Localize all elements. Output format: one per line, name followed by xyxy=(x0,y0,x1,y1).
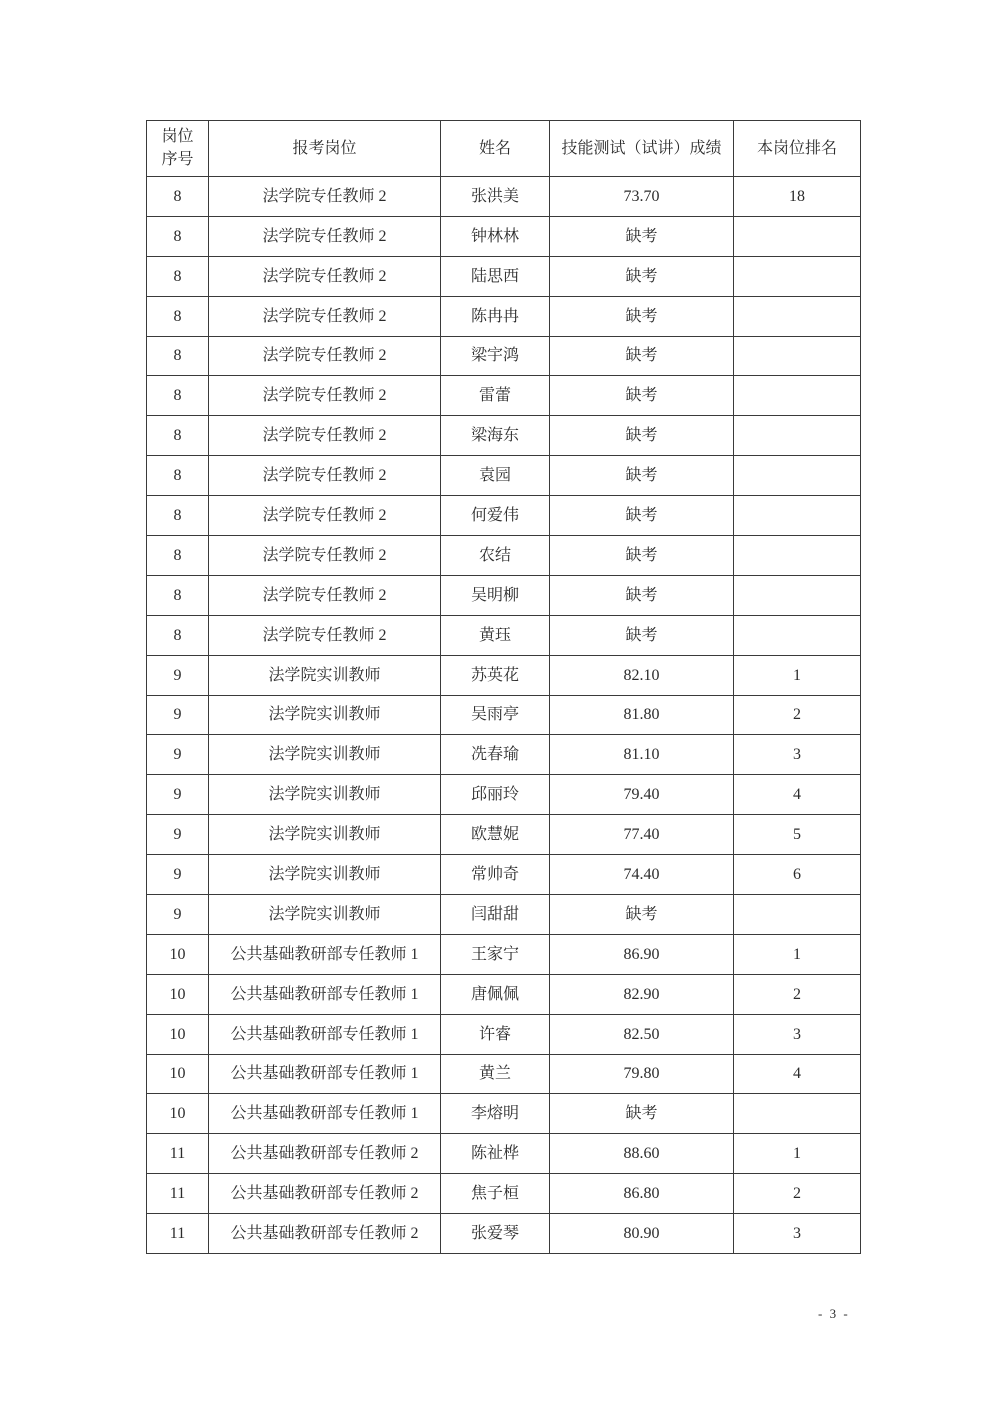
table-cell-rank xyxy=(734,1094,861,1134)
table-cell-position: 公共基础教研部专任教师 2 xyxy=(209,1174,441,1214)
table-cell-name: 闫甜甜 xyxy=(441,895,550,935)
table-cell-name: 雷蕾 xyxy=(441,376,550,416)
table-cell-name: 王家宁 xyxy=(441,934,550,974)
table-cell-name: 黄兰 xyxy=(441,1054,550,1094)
table-cell-position: 公共基础教研部专任教师 1 xyxy=(209,1054,441,1094)
table-cell-position: 法学院专任教师 2 xyxy=(209,336,441,376)
table-cell-post-no: 8 xyxy=(147,536,209,576)
table-cell-rank: 2 xyxy=(734,1174,861,1214)
table-cell-post-no: 9 xyxy=(147,815,209,855)
table-row xyxy=(147,496,861,536)
table-cell-post-no: 10 xyxy=(147,1094,209,1134)
table-row xyxy=(147,336,861,376)
results-table-body xyxy=(147,177,861,1254)
table-cell-position: 法学院专任教师 2 xyxy=(209,496,441,536)
table-cell-score: 79.40 xyxy=(550,775,734,815)
table-cell-score: 81.80 xyxy=(550,695,734,735)
table-cell-position: 法学院专任教师 2 xyxy=(209,416,441,456)
table-cell-name: 邱丽玲 xyxy=(441,775,550,815)
table-cell-post-no: 8 xyxy=(147,575,209,615)
table-cell-rank xyxy=(734,336,861,376)
table-row xyxy=(147,1214,861,1254)
table-row xyxy=(147,296,861,336)
table-cell-post-no: 11 xyxy=(147,1134,209,1174)
table-cell-post-no: 11 xyxy=(147,1214,209,1254)
column-header-rank: 本岗位排名 xyxy=(734,121,861,177)
table-cell-post-no: 8 xyxy=(147,256,209,296)
table-cell-score: 74.40 xyxy=(550,855,734,895)
header-row xyxy=(147,121,861,177)
table-row xyxy=(147,456,861,496)
table-cell-score: 缺考 xyxy=(550,216,734,256)
results-table xyxy=(146,120,861,1254)
table-cell-post-no: 10 xyxy=(147,1014,209,1054)
table-cell-rank: 2 xyxy=(734,974,861,1014)
table-cell-position: 法学院专任教师 2 xyxy=(209,536,441,576)
table-row xyxy=(147,974,861,1014)
table-cell-name: 李熔明 xyxy=(441,1094,550,1134)
table-cell-name: 钟林林 xyxy=(441,216,550,256)
table-cell-name: 农结 xyxy=(441,536,550,576)
table-cell-position: 法学院专任教师 2 xyxy=(209,256,441,296)
table-cell-name: 陈冉冉 xyxy=(441,296,550,336)
table-cell-post-no: 8 xyxy=(147,216,209,256)
table-cell-post-no: 10 xyxy=(147,934,209,974)
table-cell-position: 公共基础教研部专任教师 2 xyxy=(209,1214,441,1254)
table-cell-name: 苏英花 xyxy=(441,655,550,695)
table-cell-score: 80.90 xyxy=(550,1214,734,1254)
table-cell-position: 公共基础教研部专任教师 1 xyxy=(209,1094,441,1134)
table-row xyxy=(147,216,861,256)
table-row xyxy=(147,536,861,576)
table-cell-score: 79.80 xyxy=(550,1054,734,1094)
table-cell-score: 82.10 xyxy=(550,655,734,695)
table-cell-name: 欧慧妮 xyxy=(441,815,550,855)
table-cell-name: 焦子桓 xyxy=(441,1174,550,1214)
table-cell-position: 法学院实训教师 xyxy=(209,895,441,935)
table-cell-rank xyxy=(734,416,861,456)
table-cell-rank: 3 xyxy=(734,735,861,775)
table-cell-rank: 2 xyxy=(734,695,861,735)
table-cell-rank: 6 xyxy=(734,855,861,895)
table-cell-post-no: 9 xyxy=(147,775,209,815)
table-cell-name: 梁海东 xyxy=(441,416,550,456)
table-cell-score: 86.80 xyxy=(550,1174,734,1214)
table-cell-name: 吴明柳 xyxy=(441,575,550,615)
table-cell-name: 袁园 xyxy=(441,456,550,496)
table-cell-rank: 4 xyxy=(734,1054,861,1094)
table-cell-score: 77.40 xyxy=(550,815,734,855)
table-cell-name: 黄珏 xyxy=(441,615,550,655)
table-row xyxy=(147,655,861,695)
column-header-post-no-line2: 序号 xyxy=(161,150,194,168)
table-cell-rank xyxy=(734,895,861,935)
table-cell-score: 73.70 xyxy=(550,177,734,217)
table-cell-rank: 1 xyxy=(734,1134,861,1174)
table-cell-name: 陈祉桦 xyxy=(441,1134,550,1174)
table-row xyxy=(147,934,861,974)
table-cell-post-no: 9 xyxy=(147,735,209,775)
table-row xyxy=(147,1014,861,1054)
table-cell-name: 许睿 xyxy=(441,1014,550,1054)
table-cell-position: 公共基础教研部专任教师 2 xyxy=(209,1134,441,1174)
table-cell-rank: 3 xyxy=(734,1214,861,1254)
table-cell-score: 86.90 xyxy=(550,934,734,974)
table-cell-name: 梁宇鸿 xyxy=(441,336,550,376)
column-header-score: 技能测试（试讲）成绩 xyxy=(550,121,734,177)
table-cell-score: 缺考 xyxy=(550,336,734,376)
table-cell-name: 陆思西 xyxy=(441,256,550,296)
table-row xyxy=(147,1094,861,1134)
table-cell-score: 缺考 xyxy=(550,536,734,576)
table-row xyxy=(147,775,861,815)
table-cell-post-no: 9 xyxy=(147,695,209,735)
table-cell-post-no: 8 xyxy=(147,177,209,217)
table-cell-rank: 1 xyxy=(734,934,861,974)
table-row xyxy=(147,256,861,296)
table-cell-position: 法学院实训教师 xyxy=(209,775,441,815)
table-cell-position: 公共基础教研部专任教师 1 xyxy=(209,1014,441,1054)
table-cell-rank: 1 xyxy=(734,655,861,695)
table-cell-score: 缺考 xyxy=(550,376,734,416)
table-cell-name: 吴雨亭 xyxy=(441,695,550,735)
table-row xyxy=(147,177,861,217)
table-cell-rank xyxy=(734,575,861,615)
page-number: - 3 - xyxy=(818,1306,850,1321)
column-header-name: 姓名 xyxy=(441,121,550,177)
table-cell-name: 何爱伟 xyxy=(441,496,550,536)
table-cell-rank xyxy=(734,615,861,655)
table-cell-position: 法学院实训教师 xyxy=(209,735,441,775)
table-cell-post-no: 10 xyxy=(147,1054,209,1094)
table-row xyxy=(147,1134,861,1174)
table-cell-score: 88.60 xyxy=(550,1134,734,1174)
table-cell-name: 冼春瑜 xyxy=(441,735,550,775)
table-cell-post-no: 8 xyxy=(147,416,209,456)
table-row xyxy=(147,376,861,416)
table-cell-name: 常帅奇 xyxy=(441,855,550,895)
table-row xyxy=(147,615,861,655)
table-cell-position: 法学院专任教师 2 xyxy=(209,615,441,655)
table-cell-score: 82.50 xyxy=(550,1014,734,1054)
table-cell-score: 缺考 xyxy=(550,256,734,296)
table-cell-post-no: 10 xyxy=(147,974,209,1014)
table-cell-position: 法学院专任教师 2 xyxy=(209,376,441,416)
table-cell-post-no: 8 xyxy=(147,496,209,536)
table-cell-post-no: 9 xyxy=(147,655,209,695)
column-header-post-no xyxy=(147,121,209,177)
table-cell-rank xyxy=(734,256,861,296)
table-cell-rank xyxy=(734,536,861,576)
table-cell-name: 张爱琴 xyxy=(441,1214,550,1254)
table-cell-score: 缺考 xyxy=(550,895,734,935)
table-row xyxy=(147,695,861,735)
column-header-post-no-line1: 岗位 xyxy=(161,128,194,146)
table-cell-rank xyxy=(734,456,861,496)
table-cell-score: 缺考 xyxy=(550,575,734,615)
table-cell-rank xyxy=(734,376,861,416)
table-cell-score: 82.90 xyxy=(550,974,734,1014)
table-cell-name: 唐佩佩 xyxy=(441,974,550,1014)
table-cell-position: 法学院专任教师 2 xyxy=(209,456,441,496)
table-row xyxy=(147,1054,861,1094)
table-cell-post-no: 8 xyxy=(147,456,209,496)
table-cell-post-no: 9 xyxy=(147,855,209,895)
table-cell-score: 81.10 xyxy=(550,735,734,775)
table-cell-post-no: 9 xyxy=(147,895,209,935)
table-row xyxy=(147,815,861,855)
table-cell-post-no: 8 xyxy=(147,615,209,655)
table-row xyxy=(147,575,861,615)
table-cell-rank: 4 xyxy=(734,775,861,815)
table-row xyxy=(147,1174,861,1214)
table-cell-position: 法学院专任教师 2 xyxy=(209,177,441,217)
table-row xyxy=(147,895,861,935)
table-cell-rank: 3 xyxy=(734,1014,861,1054)
table-cell-rank xyxy=(734,216,861,256)
table-row xyxy=(147,855,861,895)
table-cell-post-no: 8 xyxy=(147,376,209,416)
table-cell-position: 法学院专任教师 2 xyxy=(209,296,441,336)
table-cell-post-no: 11 xyxy=(147,1174,209,1214)
table-cell-rank: 5 xyxy=(734,815,861,855)
column-header-position: 报考岗位 xyxy=(209,121,441,177)
table-cell-post-no: 8 xyxy=(147,296,209,336)
table-cell-score: 缺考 xyxy=(550,416,734,456)
table-cell-position: 公共基础教研部专任教师 1 xyxy=(209,974,441,1014)
table-cell-rank xyxy=(734,296,861,336)
table-cell-score: 缺考 xyxy=(550,615,734,655)
results-table-header xyxy=(147,121,861,177)
table-row xyxy=(147,416,861,456)
table-cell-score: 缺考 xyxy=(550,496,734,536)
table-cell-position: 法学院专任教师 2 xyxy=(209,216,441,256)
table-cell-position: 法学院实训教师 xyxy=(209,815,441,855)
table-cell-position: 法学院实训教师 xyxy=(209,855,441,895)
table-cell-position: 法学院实训教师 xyxy=(209,695,441,735)
table-cell-rank: 18 xyxy=(734,177,861,217)
table-cell-rank xyxy=(734,496,861,536)
table-cell-score: 缺考 xyxy=(550,296,734,336)
table-cell-score: 缺考 xyxy=(550,456,734,496)
table-cell-name: 张洪美 xyxy=(441,177,550,217)
table-cell-position: 公共基础教研部专任教师 1 xyxy=(209,934,441,974)
table-cell-position: 法学院专任教师 2 xyxy=(209,575,441,615)
table-cell-position: 法学院实训教师 xyxy=(209,655,441,695)
table-cell-post-no: 8 xyxy=(147,336,209,376)
table-cell-score: 缺考 xyxy=(550,1094,734,1134)
table-row xyxy=(147,735,861,775)
